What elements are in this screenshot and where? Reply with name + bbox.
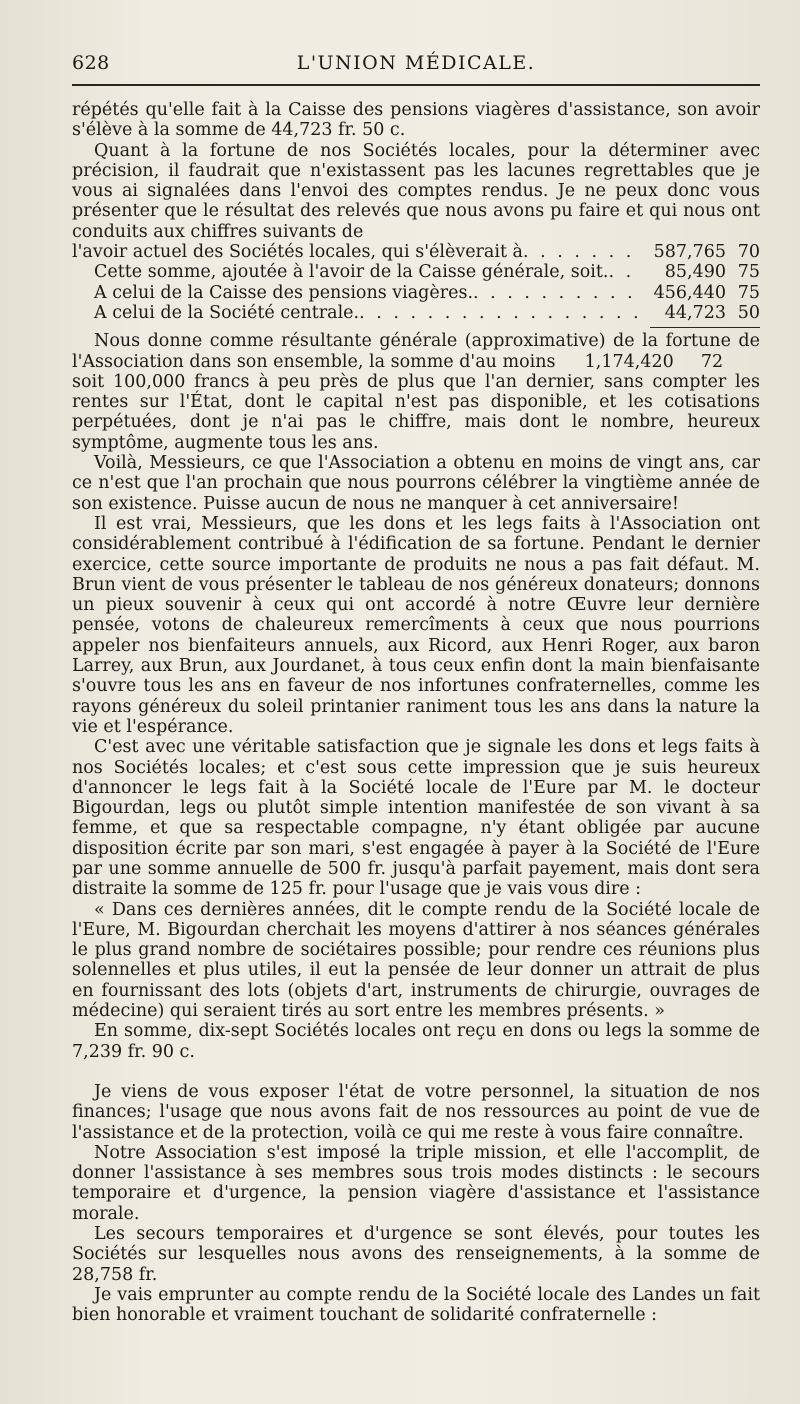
table-row bbox=[72, 303, 760, 323]
paragraph: soit 100,000 francs à peu près de plus que l'an dernier, sans compter les rentes sur l'État, dont le capital n'est pas disponible, et les cotisations perpétuées, dont je n'ai pas le chiffre, mais dont le nombre, heureux symptôme, augmente tous les ans. bbox=[72, 371, 760, 453]
running-title: L'UNION MÉDICALE. bbox=[296, 52, 536, 74]
table-row-label: A celui de la Caisse des pensions viagères. bbox=[94, 282, 474, 303]
paragraph: En somme, dix-sept Sociétés locales ont reçu en dons ou legs la somme de 7,239 fr. 90 c. bbox=[72, 1021, 760, 1062]
quotation-paragraph: « Dans ces dernières années, dit le compte rendu de la Société locale de l'Eure, M. Bigourdan cherchait les moyens d'attirer à nos séances générales le plus grand nombre de sociétaires possible; pour rendre ces réunions plus solennelles et plus utiles, il eut la pensée de leur donner un attrait de plus en fournissant des lots (objets d'art, instruments de chirurgie, ouvrages de médecine) qui seraient tirés au sort entre les membres présents. » bbox=[72, 899, 760, 1022]
dot-leader bbox=[523, 242, 638, 262]
table-row-francs: 85,490 bbox=[664, 262, 726, 283]
table-row-label: Cette somme, ajoutée à l'avoir de la Caisse générale, soit. bbox=[94, 262, 609, 283]
page-number: 628 bbox=[72, 52, 110, 74]
table-row-cents: 50 bbox=[737, 302, 760, 323]
paragraph: Quant à la fortune de nos Sociétés locales, pour la déterminer avec précision, il faudrait que n'existassent pas les lacunes regrettables que je vous ai signalées dans l'envoi des comptes rendus. Je ne peux donc vous présenter que le résultat des relevés que nous avons pu faire et qui nous ont conduits aux chiffres suivants de bbox=[72, 140, 760, 242]
table-row-francs: 587,765 bbox=[653, 242, 726, 263]
table-total-cents: 72 bbox=[700, 351, 724, 372]
dot-leader bbox=[608, 262, 638, 282]
paragraph: Il est vrai, Messieurs, que les dons et les legs faits à l'Association ont considérablement contribué à l'édification de sa fortune. Pendant le dernier exercice, cette source importante de produits ne nous a pas fait défaut. M. Brun vient de vous présenter le tableau de nos généreux donateurs; donnons un pieux souvenir à ceux qui ont accordé à notre Œuvre leur dernière pensée, votons de chaleureux remercîments à ceux que nous pourrions appeler nos bienfaiteurs annuels, aux Ricord, aux Henri Roger, aux baron Larrey, aux Brun, aux Jourdanet, à tous ceux enfin dont la main bienfaisante s'ouvre tous les ans en faveur de nos infortunes confraternelles, comme les rayons généreux du soleil printanier raniment tous les ans dans la nature la vie et l'espérance. bbox=[72, 513, 760, 737]
sum-rule bbox=[72, 327, 760, 328]
dot-leader bbox=[473, 283, 638, 303]
table-row bbox=[72, 262, 760, 282]
table-total-francs: 1,174,420 bbox=[584, 351, 674, 372]
table-total bbox=[72, 331, 760, 372]
paragraph: répétés qu'elle fait à la Caisse des pensions viagères d'assistance, son avoir s'élève à la somme de 44,723 fr. 50 c. bbox=[72, 100, 760, 141]
text-body bbox=[72, 100, 760, 1326]
paragraph: Je viens de vous exposer l'état de votre personnel, la situation de nos finances; l'usage que nous avons fait de nos ressources au point de vue de l'assistance et de la protection, voilà ce qui me reste à vous faire connaître. bbox=[72, 1081, 760, 1143]
paragraph: Notre Association s'est imposé la triple mission, et elle l'accomplit, de donner l'assistance à ses membres sous trois modes distincts : le secours temporaire et d'urgence, la pension viagère d'assistance et l'assistance morale. bbox=[72, 1142, 760, 1224]
table-row-cents: 75 bbox=[737, 262, 760, 283]
fortune-table bbox=[72, 242, 760, 372]
table-total-text: Nous donne comme résultante générale (approximative) de la fortune de l'Association dans son ensemble, la somme d'au moins bbox=[72, 331, 760, 372]
page-header bbox=[72, 50, 760, 86]
table-row-label: l'avoir actuel des Sociétés locales, qui s'élèverait à bbox=[72, 242, 523, 263]
table-row bbox=[72, 283, 760, 303]
table-row-francs: 44,723 bbox=[664, 302, 726, 323]
paragraph: Voilà, Messieurs, ce que l'Association a obtenu en moins de vingt ans, car ce n'est que l'an prochain que nous pourrons célébrer la vingtième année de son existence. Puisse aucun de nous ne manquer à cet anniversaire! bbox=[72, 453, 760, 514]
table-row bbox=[72, 242, 760, 262]
table-row-cents: 70 bbox=[737, 242, 760, 263]
paragraph: Je vais emprunter au compte rendu de la Société locale des Landes un fait bien honorable et vraiment touchant de solidarité confraternelle : bbox=[72, 1284, 760, 1326]
paragraph: Les secours temporaires et d'urgence se sont élevés, pour toutes les Sociétés sur lesquelles nous avons des renseignements, à la somme de 28,758 fr. bbox=[72, 1224, 760, 1285]
paragraph: C'est avec une véritable satisfaction que je signale les dons et legs faits à nos Sociétés locales; et c'est sous cette impression que je suis heureux d'annoncer le legs fait à la Société locale de l'Eure par M. le docteur Bigourdan, legs ou plutôt simple intention manifestée de son vivant à sa femme, et que sa respectable compagne, n'y étant obligée par aucune disposition écrite par son mari, s'est engagée à payer à la Société de l'Eure par une somme annuelle de 500 fr. jusqu'à parfait payement, mais dont sera distraite la somme de 125 fr. pour l'usage que je vais vous dire : bbox=[72, 737, 760, 900]
table-row-cents: 75 bbox=[737, 282, 760, 303]
dot-leader bbox=[359, 303, 638, 323]
table-row-francs: 456,440 bbox=[653, 282, 726, 303]
table-row-label: A celui de la Société centrale. bbox=[94, 302, 360, 323]
